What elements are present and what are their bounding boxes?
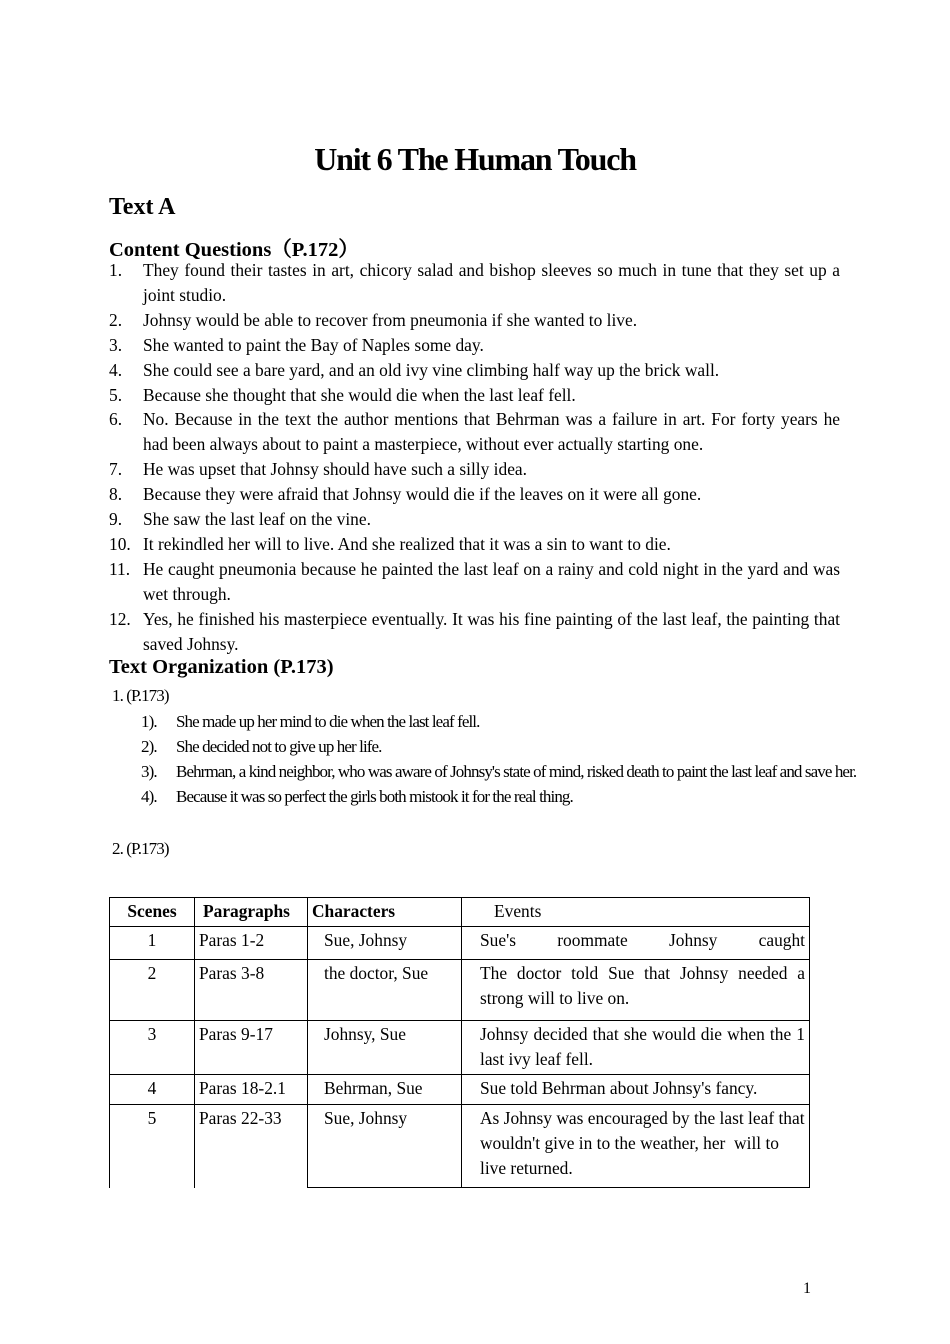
cell-paragraphs: Paras 9-17 <box>195 1021 308 1075</box>
cell-paragraphs: Paras 1-2 <box>195 927 308 960</box>
item-text: She could see a bare yard, and an old ivy vine climbing half way up the brick wall. <box>143 359 720 380</box>
column-header-scenes: Scenes <box>110 898 195 927</box>
page-title: Unit 6 The Human Touch <box>314 141 636 177</box>
item-text: She saw the last leaf on the vine. <box>143 509 371 530</box>
cell-events: As Johnsy was encouraged by the last leaf that wouldn't give in to the weather, her will to live returned. <box>462 1105 810 1188</box>
cell-scene: 2 <box>110 960 195 1021</box>
list-item <box>109 383 840 408</box>
list-item <box>109 358 840 383</box>
item-text: Because they were afraid that Johnsy would die if the leaves on it were all gone. <box>143 484 702 505</box>
list-item <box>109 333 840 358</box>
cell-paragraphs: Paras 3-8 <box>195 960 308 1021</box>
organization-part-1-label: 1. (P.173) <box>112 686 169 705</box>
item-number: 1. <box>109 260 123 280</box>
item-text: Behrman, a kind neighbor, who was aware of Johnsy's state of mind, risked death to paint the last leaf and save her. <box>176 762 857 781</box>
scenes-table <box>109 897 810 1188</box>
cell-scene: 4 <box>110 1075 195 1105</box>
content-questions-heading: Content Questions（P.172） <box>109 239 359 261</box>
cell-characters: Johnsy, Sue <box>308 1021 462 1075</box>
list-item <box>141 759 866 784</box>
item-number: 4. <box>109 359 123 380</box>
item-number: 4). <box>141 787 157 806</box>
table-row <box>110 1075 810 1105</box>
item-number: 12. <box>109 608 131 629</box>
item-number: 2). <box>141 737 157 756</box>
list-item <box>141 784 866 809</box>
item-number: 3. <box>109 334 123 355</box>
column-header-paragraphs: Paragraphs <box>195 898 308 927</box>
cell-scene: 1 <box>110 927 195 960</box>
cell-events: Sue's roommate Johnsy caught <box>462 927 810 960</box>
item-text: Yes, he finished his masterpiece eventually. It was his fine painting of the last leaf, the painting that saved Johnsy. <box>143 608 840 654</box>
organization-part-1-list <box>141 709 866 809</box>
content-questions-list <box>109 258 840 657</box>
list-item <box>109 308 840 333</box>
cell-paragraphs: Paras 18-2.1 <box>195 1075 308 1105</box>
cell-characters: Sue, Johnsy <box>308 1105 462 1188</box>
cell-paragraphs: Paras 22-33 <box>195 1105 308 1188</box>
list-item <box>109 607 840 657</box>
page-number: 1 <box>803 1280 811 1297</box>
list-item <box>141 734 866 759</box>
table-row <box>110 960 810 1021</box>
cell-events: Johnsy decided that she would die when the 1 last ivy leaf fell. <box>462 1021 810 1075</box>
item-number: 5. <box>109 384 123 405</box>
item-text: He was upset that Johnsy should have such a silly idea. <box>143 459 527 480</box>
cell-scene: 5 <box>110 1105 195 1188</box>
cell-events: The doctor told Sue that Johnsy needed a strong will to live on. <box>462 960 810 1021</box>
list-item <box>109 457 840 482</box>
item-number: 2. <box>109 309 123 330</box>
organization-part-2-label: 2. (P.173) <box>112 839 169 858</box>
list-item <box>109 482 840 507</box>
cell-characters: the doctor, Sue <box>308 960 462 1021</box>
text-organization-heading: Text Organization (P.173) <box>109 656 334 678</box>
item-number: 1). <box>141 712 157 731</box>
item-number: 10. <box>109 533 131 554</box>
item-text: Johnsy would be able to recover from pneumonia if she wanted to live. <box>143 309 638 330</box>
item-text: She decided not to give up her life. <box>176 737 382 756</box>
list-item <box>141 709 866 734</box>
section-heading: Text A <box>109 194 176 220</box>
list-item <box>109 507 840 532</box>
item-text: It rekindled her will to live. And she realized that it was a sin to want to die. <box>143 533 671 554</box>
item-text: She wanted to paint the Bay of Naples some day. <box>143 334 484 355</box>
column-header-characters: Characters <box>308 898 462 927</box>
table-row <box>110 927 810 960</box>
item-text: She made up her mind to die when the last leaf fell. <box>176 712 480 731</box>
item-number: 11. <box>109 558 131 579</box>
item-text: Because she thought that she would die when the last leaf fell. <box>143 384 576 405</box>
list-item <box>109 407 840 457</box>
cell-characters: Sue, Johnsy <box>308 927 462 960</box>
table-row <box>110 1021 810 1075</box>
cell-events: Sue told Behrman about Johnsy's fancy. <box>462 1075 810 1105</box>
item-text: They found their tastes in art, chicory salad and bishop sleeves so much in tune that they set up a joint studio. <box>143 260 840 305</box>
item-number: 6. <box>109 409 123 430</box>
item-text: No. Because in the text the author mentions that Behrman was a failure in art. For forty years he had been always about to paint a masterpiece, without ever actually starting one. <box>143 409 840 455</box>
table-row <box>110 1105 810 1188</box>
list-item <box>109 557 840 607</box>
table-header-row <box>110 898 810 927</box>
cell-characters: Behrman, Sue <box>308 1075 462 1105</box>
column-header-events: Events <box>462 898 810 927</box>
item-number: 7. <box>109 459 123 480</box>
item-number: 9. <box>109 509 123 530</box>
item-number: 3). <box>141 762 157 781</box>
item-text: Because it was so perfect the girls both mistook it for the real thing. <box>176 787 573 806</box>
list-item <box>109 258 840 308</box>
cell-scene: 3 <box>110 1021 195 1075</box>
item-text: He caught pneumonia because he painted the last leaf on a rainy and cold night in the yard and was wet through. <box>143 558 840 604</box>
list-item <box>109 532 840 557</box>
item-number: 8. <box>109 484 123 505</box>
